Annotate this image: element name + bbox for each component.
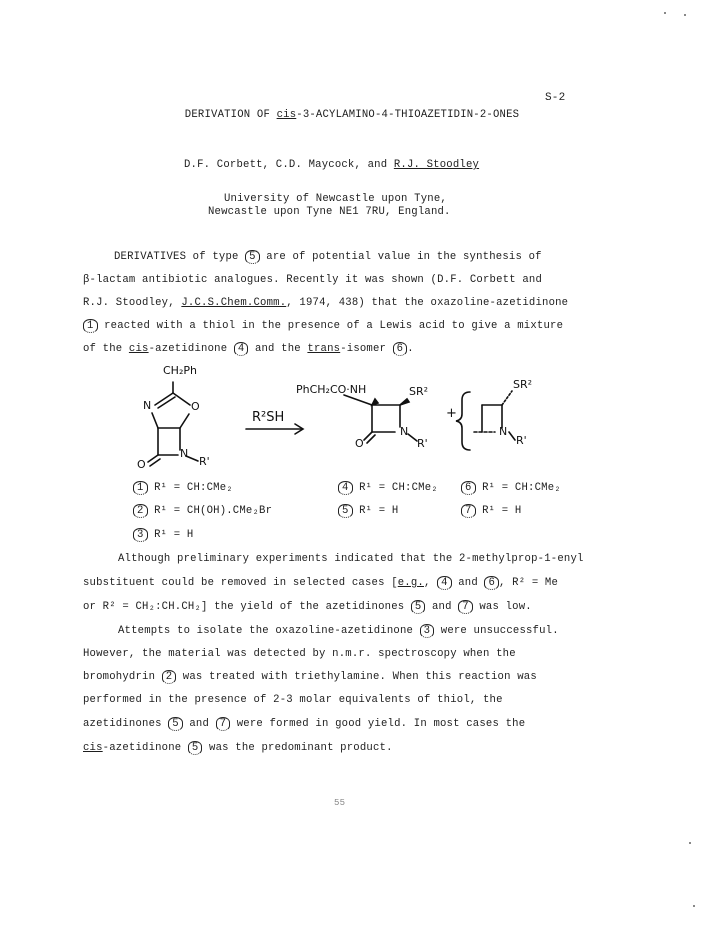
legend-item (461, 504, 521, 518)
compound-ref: 5 (245, 250, 260, 264)
p2-text: and (425, 601, 459, 613)
page-number: S-2 (545, 92, 566, 104)
compound-ref: 6 (393, 342, 408, 356)
legend-text: R¹ = H (154, 529, 194, 541)
p2-line-1: Although preliminary experiments indicated that the 2-methylprop-1-enyl (118, 553, 584, 565)
p3-line-2: However, the material was detected by n.m.r. spectroscopy when the (83, 648, 516, 660)
brace (456, 392, 470, 450)
legend-text: R¹ = CH(OH).CMe₂Br (154, 505, 273, 517)
compound-number: 3 (133, 528, 148, 542)
legend-item (338, 481, 438, 495)
p3-line-4: performed in the presence of 2-3 molar equivalents of thiol, the (83, 694, 503, 706)
p3-line-1 (118, 624, 559, 638)
bond (158, 397, 175, 408)
p3-text: was treated with triethylamine. When this reaction was (176, 671, 537, 683)
compound-ref: 2 (162, 670, 177, 684)
sr2-label: SR² (409, 385, 429, 398)
compound-ref: 5 (168, 717, 183, 731)
trans-word: trans (307, 343, 341, 355)
compound-number: 2 (133, 504, 148, 518)
compound-number: 1 (133, 481, 148, 495)
p3-line-6 (83, 741, 393, 755)
legend-item (133, 504, 272, 518)
p3-text: -azetidinone (102, 742, 188, 754)
legend-text: R¹ = CH:CMe₂ (482, 482, 561, 494)
compound-ref: 1 (83, 319, 98, 333)
acylamino-label: PhCH₂CO·NH (296, 383, 367, 396)
r1-label: R' (199, 455, 210, 468)
p1-text: -azetidinone (148, 343, 234, 355)
scan-speck (693, 905, 695, 907)
legend-text: R¹ = CH:CMe₂ (359, 482, 438, 494)
r1-label: R' (516, 434, 527, 447)
scan-speck (664, 12, 666, 14)
p3-text: were unsuccessful. (434, 625, 559, 637)
p2-text: , (423, 577, 438, 589)
p2-text: was low. (472, 601, 532, 613)
legend-item (461, 481, 561, 495)
p3-text: Attempts to isolate the oxazoline-azetidinone (118, 625, 420, 637)
compound-ref: 5 (188, 741, 203, 755)
p1-text: of the (83, 343, 129, 355)
legend-text: R¹ = H (482, 505, 522, 517)
lactam-n: N (499, 425, 508, 438)
compound-number: 5 (338, 504, 353, 518)
oxazoline-o: O (191, 400, 200, 413)
sr2-label: SR² (513, 378, 533, 391)
journal-ref: J.C.S.Chem.Comm. (181, 297, 287, 309)
bond (152, 413, 158, 428)
p1-text: reacted with a thiol in the presence of a Lewis acid to give a mixture (97, 320, 564, 332)
p3-text: was the predominant product. (202, 742, 393, 754)
p1-text: R.J. Stoodley, (83, 297, 182, 309)
p1-line-5: of the cis-azetidinone 4 and the trans-isomer 6 . (83, 343, 414, 355)
p1-text: are of potential value in the synthesis of (259, 251, 542, 263)
legend-item (133, 481, 233, 495)
affiliation-line-1: University of Newcastle upon Tyne, (224, 193, 447, 205)
p2-line-2 (83, 576, 558, 590)
compound-number: 6 (461, 481, 476, 495)
ch2ph-label: CH₂Ph (163, 364, 197, 377)
lactam-n: N (400, 425, 409, 438)
p1-text: and the (248, 343, 308, 355)
compound-ref: 6 (484, 576, 499, 590)
p3-line-5 (83, 717, 525, 731)
title-rest: -3-ACYLAMINO-4-THIOAZETIDIN-2-ONES (296, 109, 520, 121)
r1-label: R' (417, 437, 428, 450)
p3-text: azetidinones (83, 718, 169, 730)
oxazoline-n: N (143, 399, 152, 412)
plus-sign: + (446, 406, 457, 421)
wedge-bond (372, 399, 378, 405)
legend-item (133, 528, 193, 542)
authors-first: D.F. Corbett, C.D. Maycock, and (184, 159, 394, 171)
p1-text: -isomer (340, 343, 393, 355)
hashed-bond (502, 391, 512, 405)
p2-line-3 (83, 600, 532, 614)
compound-number: 4 (338, 481, 353, 495)
compound-ref: 4 (234, 342, 249, 356)
scan-speck (684, 14, 686, 16)
compound-ref: 5 (411, 600, 426, 614)
title-cis: cis (276, 109, 297, 121)
p3-text: were formed in good yield. In most cases the (230, 718, 526, 730)
bond (408, 434, 417, 441)
cis-word: cis (128, 343, 149, 355)
scan-speck (689, 842, 691, 844)
lactam-n: N (180, 447, 189, 460)
p2-text: , R² = Me (499, 577, 559, 589)
p1-text: DERIVATIVES of type (114, 251, 246, 263)
carbonyl-o: O (137, 458, 146, 471)
p3-line-3 (83, 670, 537, 684)
p3-text: bromohydrin (83, 671, 162, 683)
legend-item (338, 504, 398, 518)
p2-text: and (451, 577, 485, 589)
eg-word: e.g. (397, 577, 424, 589)
compound-ref: 3 (420, 624, 435, 638)
bond (509, 432, 515, 440)
legend-text: R¹ = CH:CMe₂ (154, 482, 233, 494)
footer-mark: 55 (334, 798, 346, 808)
compound-ref: 7 (216, 717, 231, 731)
p2-text: or R² = CH₂:CH.CH₂] the yield of the azetidinones (83, 601, 411, 613)
legend-text: R¹ = H (359, 505, 399, 517)
wedge-bond (400, 399, 409, 405)
authors-stoodley: R.J. Stoodley (393, 159, 480, 171)
affiliation-line-2: Newcastle upon Tyne NE1 7RU, England. (208, 206, 451, 218)
p1-line-2: β-lactam antibiotic analogues. Recently it was shown (D.F. Corbett and (83, 274, 543, 286)
bond (173, 393, 190, 405)
bond (344, 395, 372, 405)
reagent-label: R²SH (252, 410, 285, 425)
compound-number: 7 (461, 504, 476, 518)
p3-text: and (182, 718, 216, 730)
cis-word: cis (83, 742, 103, 754)
p2-text: substituent could be removed in selected cases [ (83, 577, 398, 589)
bond (180, 414, 189, 428)
carbonyl-o: O (355, 437, 364, 450)
compound-ref: 4 (437, 576, 452, 590)
title-prefix: DERIVATION OF (184, 109, 277, 121)
compound-ref: 7 (458, 600, 473, 614)
p1-text: , 1974, 438) that the oxazoline-azetidinone (286, 297, 569, 309)
